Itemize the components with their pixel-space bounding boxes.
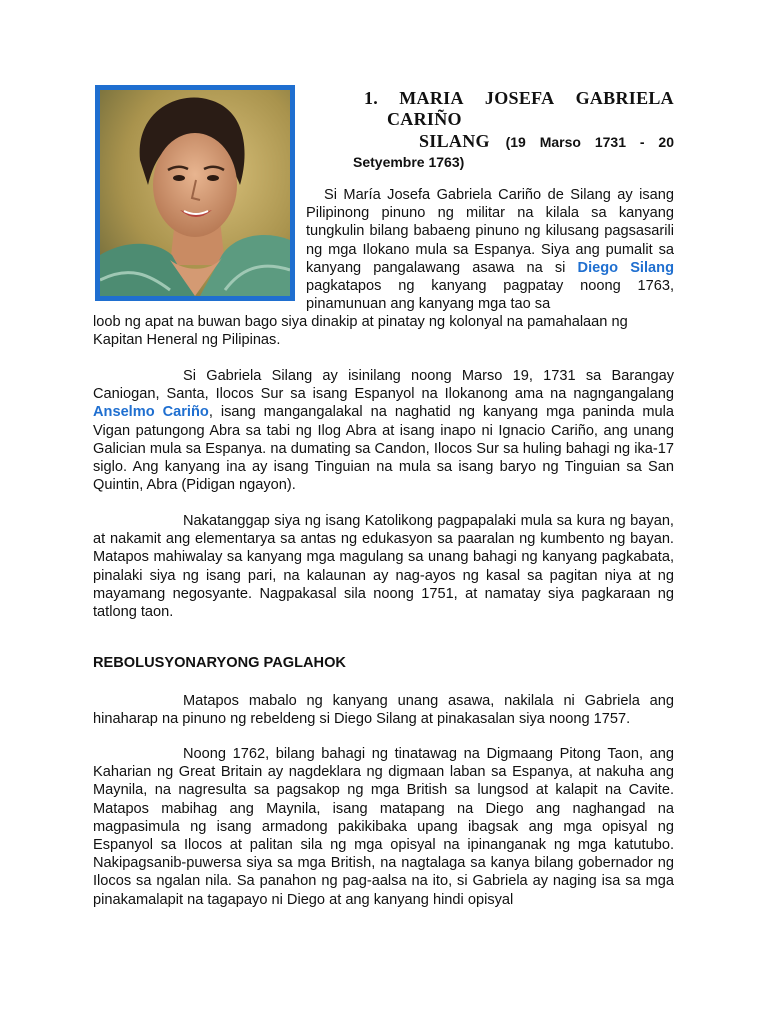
title-block (353, 88, 674, 171)
title-line-2: CARIÑO (387, 109, 462, 129)
paragraph-2 (93, 367, 674, 494)
paragraph-3-text: Nakatanggap siya ng isang Katolikong pagpapalaki mula sa kura ng bayan, at nakamit ang elementarya sa antas ng edukasyon sa paaralan ng kumbento ng bayan. Matapos mahiwalay sa kanyang mga magulang sa unang bahagi ng kanyang pagkabata, pinalaki siya ng isang pari, na kalaunan ay nag-ayos ng kasal sa pagitan niya at ng mayamang negosyante. Nagpakasal sila noong 1751, at namatay siya pagkaraan ng tatlong taon. (93, 513, 674, 621)
title-line-1 (353, 88, 674, 109)
diego-silang-link[interactable]: Diego Silang (577, 259, 674, 276)
paragraph-4-text: Matapos mabalo ng kanyang unang asawa, nakilala ni Gabriela ang hinaharap na pinuno ng rebeldeng si Diego Silang at pinakasalan siya noong 1757. (93, 693, 674, 728)
paragraph-1-text-after: pagkatapos ng kanyang pagpatay noong 1763, pinamunuan ang kanyang mga tao sa (306, 278, 674, 313)
anselmo-carino-link[interactable]: Anselmo Cariño (93, 404, 209, 421)
title-number: 1. (364, 88, 379, 108)
paragraph-5 (93, 745, 674, 909)
title-word-2: JOSEFA (484, 88, 555, 108)
paragraph-1 (306, 186, 674, 313)
title-word-1: MARIA (399, 88, 464, 108)
title-dates: (19 Marso 1731 - 20 (505, 134, 674, 150)
paragraph-2-text: Si Gabriela Silang ay isinilang noong Marso 19, 1731 sa Barangay Caniogan, Santa, Ilocos Sur sa isang Espanyol na Ilokanong ama na nagngangalang (93, 368, 674, 403)
paragraph-3 (93, 512, 674, 621)
paragraph-1-wide-line-1: loob ng apat na buwan bago siya dinakip at pinatay ng kolonyal na pamahalaan ng (93, 314, 628, 330)
paragraph-5-text: Noong 1762, bilang bahagi ng tinatawag na Digmaang Pitong Taon, ang Kaharian ng Great Britain ay nagdeklara ng digmaan laban sa Espanya, at nakuha ang Maynila, na nagresulta sa pagsakop ng mga British sa lungsod at kalapit na Cavite. Matapos mabihag ang Maynila, isang matapang na Diego ang naghangad na magpasimula ng isang armadong pakikibaka upang ibagsak ang mga opisyal ng Espanyol sa Ilocos at palitan sila ng mga opisyal na ipinanganak ng mga katutubo. Nakipagsanib-puwersa siya sa mga British, na nagtalaga sa kanya bilang gobernador ng Ilocos sa ngalan nila. Sa panahon ng pag-aalsa na ito, si Gabriela ay naging isa sa mga pinakamalapit na tagapayo ni Diego at ang kanyang hindi opisyal (93, 746, 674, 908)
portrait-frame (95, 85, 295, 301)
paragraph-4 (93, 692, 674, 728)
title-surname: SILANG (419, 131, 490, 151)
paragraph-1-wide-line-2: Kapitan Heneral ng Pilipinas. (93, 332, 281, 349)
title-word-3: GABRIELA (575, 88, 674, 108)
paragraph-1-continued (93, 313, 674, 349)
title-line-3 (353, 130, 674, 153)
portrait-painting-icon (100, 90, 290, 296)
title-dates-end: Setyembre 1763) (353, 154, 465, 170)
section-heading: REBOLUSYONARYONG PAGLAHOK (93, 655, 346, 671)
paragraph-2-text-after: , isang mangangalakal na naghatid ng kanyang mga paninda mula Vigan patungong Abra sa tabi ng Ilog Abra at isang inapo ni Ignacio Cariño, ang unang Galician mula sa Espanya. na dumating sa Candon, Ilocos Sur sa huling bahagi ng ika-17 siglo. Ang kanyang ina ay isang Tinguian na mula sa isang baryo ng Tinguian sa San Quintin, Abra (Pidigan ngayon). (93, 404, 674, 494)
paragraph-1-text: Si María Josefa Gabriela Cariño de Silang ay isang Pilipinong pinuno ng militar na kilala sa kanyang tungkulin bilang babaeng pinuno ng kilusang pagsasarili ng mga Ilokano mula sa Espanya. Siya ang pumalit sa kanyang pangalawang asawa na si (306, 187, 674, 276)
